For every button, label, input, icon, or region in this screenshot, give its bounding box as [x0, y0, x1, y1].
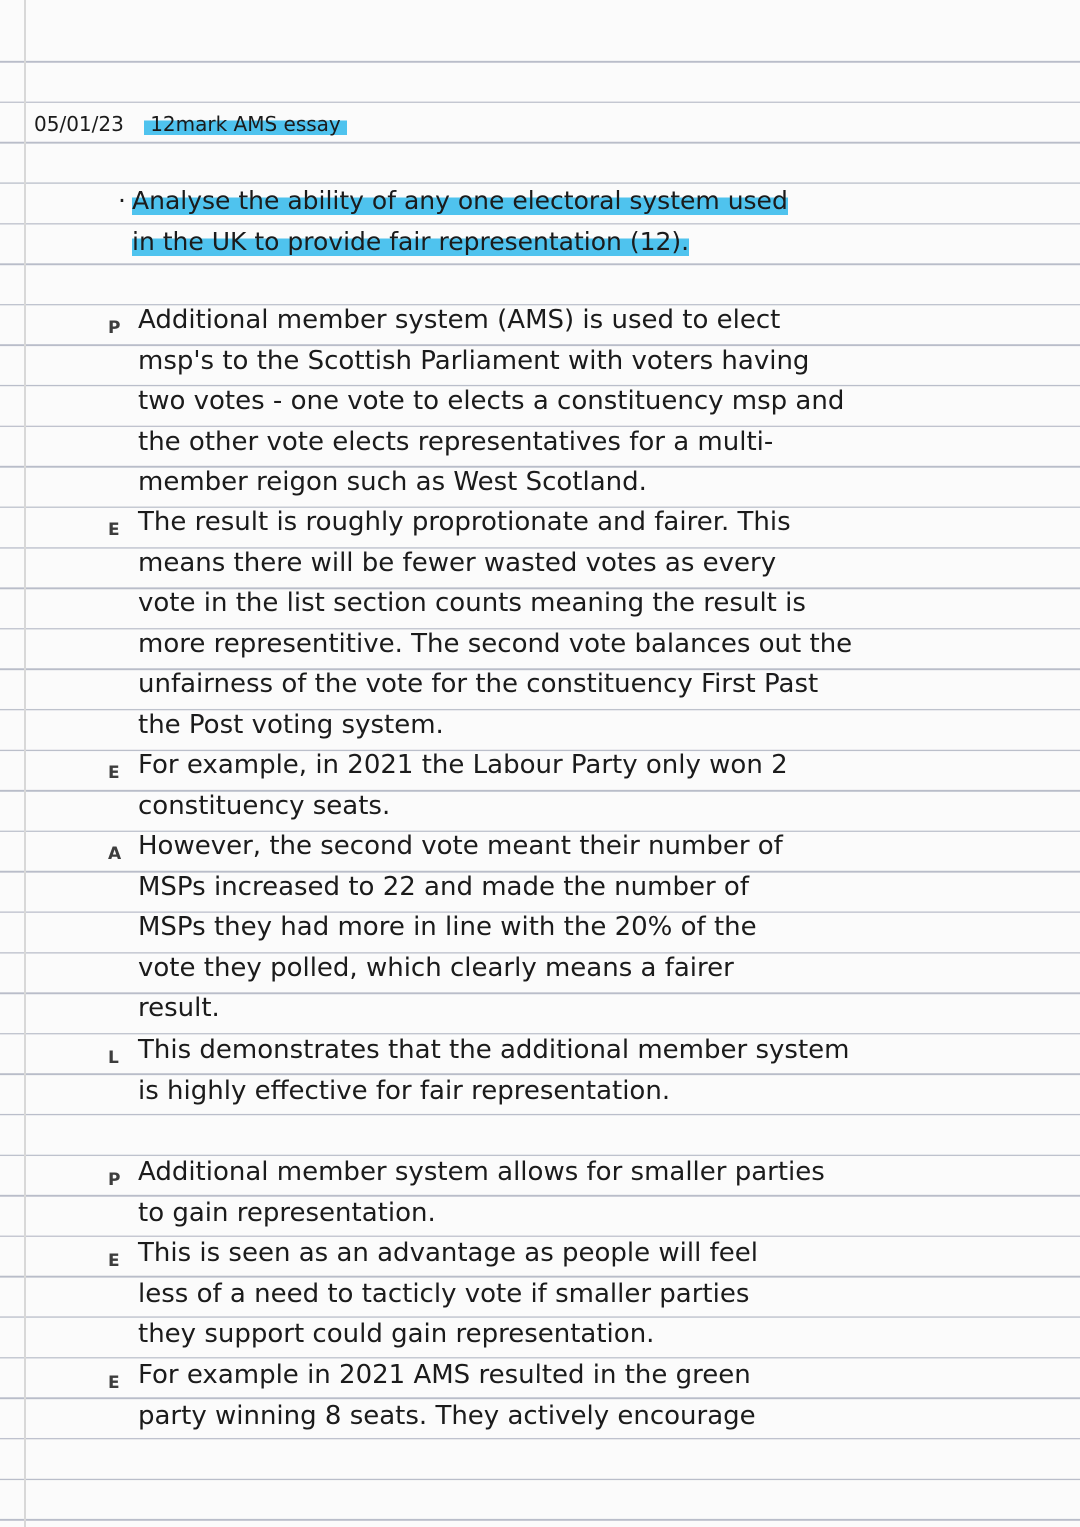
text-line: means there will be fewer wasted votes as every: [138, 547, 777, 578]
text-line: For example, in 2021 the Labour Party only won 2: [138, 750, 788, 780]
margin-line: [24, 0, 26, 1527]
text-line: party winning 8 seats. They actively encourage: [138, 1400, 756, 1431]
text-line: vote in the list section counts meaning the result is: [138, 588, 806, 618]
paragraph-point-2: [108, 1152, 825, 1233]
text-line: is highly effective for fair representation.: [138, 1075, 671, 1106]
text-line: the Post voting system.: [138, 709, 444, 740]
text-line: two votes - one vote to elects a constituency msp and: [138, 386, 845, 416]
text-line: to gain representation.: [138, 1197, 436, 1228]
paragraph-link-1: [108, 1030, 850, 1111]
marker-analysis: A: [108, 844, 122, 864]
text-line: This demonstrates that the additional member system: [138, 1035, 850, 1065]
paragraph-evidence-2: [108, 1355, 756, 1436]
marker-evidence: E: [108, 1373, 120, 1393]
question-line-1: Analyse the ability of any one electoral system used: [132, 186, 788, 215]
paragraph-point-1: [108, 300, 845, 503]
marker-point: P: [108, 1170, 121, 1190]
text-line: For example in 2021 AMS resulted in the green: [138, 1360, 751, 1390]
bullet-point: ·: [118, 186, 126, 215]
question-line-2: in the UK to provide fair representation (12).: [132, 226, 690, 256]
text-line: vote they polled, which clearly means a fairer: [138, 952, 734, 983]
text-line: msp's to the Scottish Parliament with voters having: [138, 345, 810, 376]
text-line: However, the second vote meant their number of: [138, 831, 783, 861]
marker-explanation: E: [108, 1251, 120, 1271]
paragraph-evidence-1: [108, 745, 788, 826]
text-line: member reigon such as West Scotland.: [138, 467, 647, 497]
marker-evidence: E: [108, 763, 120, 783]
text-line: they support could gain representation.: [138, 1319, 655, 1349]
essay-header: [34, 112, 347, 136]
text-line: constituency seats.: [138, 790, 391, 821]
paragraph-explanation-2: [108, 1233, 758, 1355]
paragraph-explanation-1: [108, 502, 853, 745]
text-line: unfairness of the vote for the constituency First Past: [138, 669, 819, 699]
text-line: MSPs they had more in line with the 20% of the: [138, 912, 757, 942]
text-line: result.: [138, 993, 220, 1023]
marker-point: P: [108, 318, 121, 338]
marker-explanation: E: [108, 520, 120, 540]
paragraph-analysis-1: [108, 826, 783, 1029]
essay-date: 05/01/23: [34, 112, 124, 136]
text-line: The result is roughly proprotionate and fairer. This: [138, 507, 791, 537]
text-line: Additional member system allows for smaller parties: [138, 1157, 825, 1187]
essay-title: 12mark AMS essay: [144, 112, 347, 136]
text-line: less of a need to tacticly vote if smaller parties: [138, 1278, 750, 1309]
text-line: more representitive. The second vote balances out the: [138, 628, 853, 659]
marker-link: L: [108, 1048, 119, 1068]
essay-question: [118, 180, 788, 261]
text-line: This is seen as an advantage as people will feel: [138, 1238, 758, 1268]
text-line: the other vote elects representatives for a multi-: [138, 426, 774, 457]
text-line: MSPs increased to 22 and made the number of: [138, 871, 749, 902]
text-line: Additional member system (AMS) is used to elect: [138, 305, 781, 335]
